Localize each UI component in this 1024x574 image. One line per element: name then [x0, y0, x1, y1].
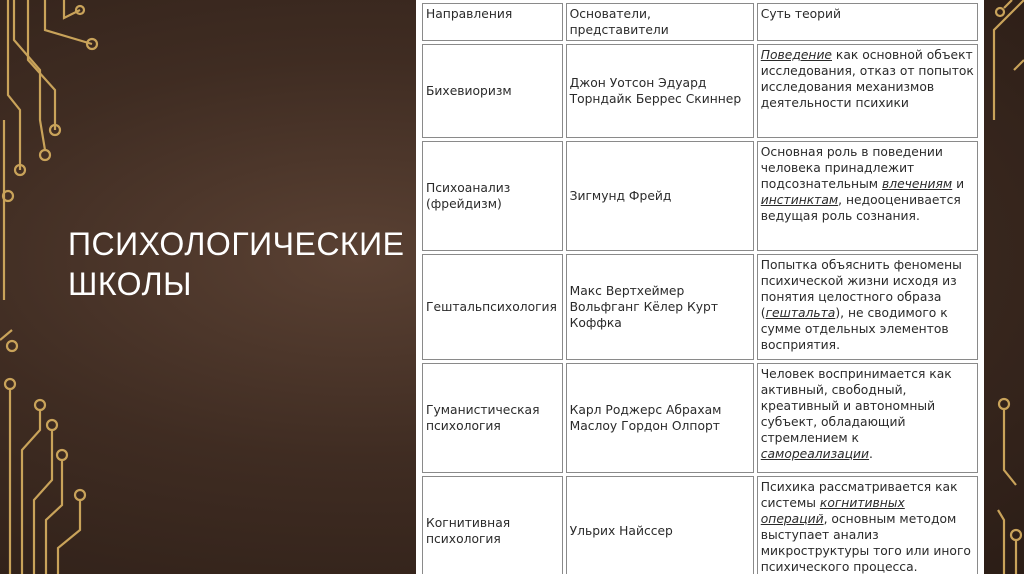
essence-text: Основная роль в поведении человека принадлежит подсознательным: [760, 145, 943, 191]
slide-title: ПСИХОЛОГИЧЕСКИЕ ШКОЛЫ: [68, 226, 405, 302]
essence-text: Психика рассматривается как системы: [760, 480, 958, 510]
essence-emphasis: когнитивных операций: [760, 496, 905, 526]
essence-text: , основным методом выступает анализ микроструктуры того или иного психического процесса.: [760, 512, 971, 574]
cell-founders: Карл Роджерс Абрахам Маслоу Гордон Олпорт: [566, 363, 754, 473]
essence-text: .: [869, 447, 873, 461]
essence-emphasis: Поведение: [760, 48, 832, 62]
essence-emphasis: самореализации: [760, 447, 870, 461]
header-essence: Суть теорий: [757, 3, 978, 41]
cell-essence: [757, 141, 978, 251]
cell-founders: Джон Уотсон Эдуард Торндайк Беррес Скиннер: [566, 44, 754, 138]
essence-text: Человек воспринимается как активный, свободный, креативный и автономный субъект, обладающий стремлением к: [760, 367, 952, 445]
schools-table: [419, 0, 981, 574]
essence-emphasis: влечениям: [881, 177, 953, 191]
cell-essence: [757, 476, 978, 574]
cell-direction: Бихевиоризм: [422, 44, 563, 138]
table-row: [422, 44, 978, 138]
cell-direction: Гештальпсихология: [422, 254, 563, 360]
cell-founders: Макс Вертхеймер Вольфганг Кёлер Курт Коффка: [566, 254, 754, 360]
table-row: [422, 141, 978, 251]
cell-direction: Гуманистическая психология: [422, 363, 563, 473]
schools-table-image: [416, 0, 984, 574]
essence-text: , недооценивается ведущая роль сознания.: [760, 193, 961, 223]
cell-direction: Когнитивная психология: [422, 476, 563, 574]
essence-text: Попытка объяснить феномены психической жизни исходя из понятия целостного образа (: [760, 258, 962, 320]
essence-emphasis: гештальта: [765, 306, 836, 320]
header-founders: Основатели, представители: [566, 3, 754, 41]
essence-text: ), не сводимого к сумме отдельных элементов восприятия.: [760, 306, 949, 352]
essence-text: и: [952, 177, 965, 191]
cell-founders: Ульрих Найссер: [566, 476, 754, 574]
table-row: [422, 254, 978, 360]
cell-essence: [757, 44, 978, 138]
cell-founders: Зигмунд Фрейд: [566, 141, 754, 251]
header-direction: Направления: [422, 3, 563, 41]
cell-essence: [757, 254, 978, 360]
table-row: [422, 476, 978, 574]
essence-emphasis: инстинктам: [760, 193, 839, 207]
cell-direction: Психоанализ (фрейдизм): [422, 141, 563, 251]
cell-essence: [757, 363, 978, 473]
table-row: [422, 363, 978, 473]
essence-text: как основной объект исследования, отказ от попыток исследования механизмов деятельности психики: [760, 48, 974, 110]
table-header-row: [422, 3, 978, 41]
